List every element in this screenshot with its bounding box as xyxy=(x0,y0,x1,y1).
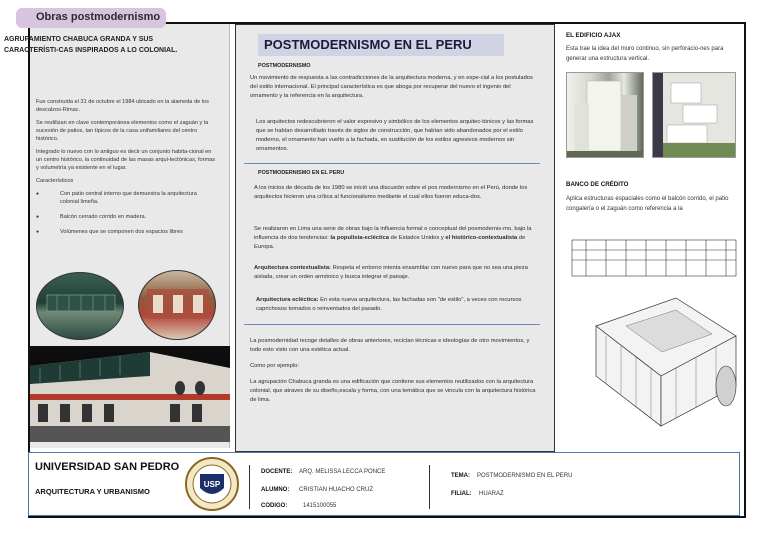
section-heading-peru: POSTMODERNISMO EN EL PERU xyxy=(258,170,345,176)
ajax-building-photo-1 xyxy=(566,72,644,158)
banco-de-credito-drawing xyxy=(566,226,742,452)
alumno-value: CRISTIAN HUACHO CRUZ xyxy=(299,487,374,493)
career-name: ARQUITECTURA Y URBANISMO xyxy=(35,487,150,496)
filial-label: FILIAL: xyxy=(451,491,472,497)
eclectic-paragraph xyxy=(256,296,540,314)
left-subtitle: AGRUPAMIENTO CHABUCA GRANDA Y SUS CARACTERÍSTI-CAS INSPIRADOS A LO COLONIAL. xyxy=(4,36,178,54)
architects-paragraph: Los arquitectos redescubrieron el valor expresivo y simbólico de los elementos arquitec-tónicos y las formas que se habían desarrollado través de siglos de construcción, que habían sido abandonados por el estilo moderno, el ornamento han vuelto a la fachada, en sustitución de los estilos agresivos modernos sin ornamentos. xyxy=(256,119,534,152)
text-span: de Estados Unidos y xyxy=(389,235,446,241)
list-item: ● Volúmenes que se componen dos espacios libres xyxy=(36,228,216,236)
codigo-label: CODIGO: xyxy=(261,503,288,509)
banco-heading: BANCO DE CRÉDITO xyxy=(566,181,629,188)
left-paragraph-2: Se reutilizan en clave contemporánea elementos como el zaguán y la sucesión de patios, tan típicos de la casa unifamiliares del centro histórico. xyxy=(36,120,209,142)
university-name: UNIVERSIDAD SAN PEDRO xyxy=(35,461,180,473)
left-title: Obras postmodernismo xyxy=(16,8,166,28)
peru-paragraph-2 xyxy=(254,225,540,252)
left-paragraph-3: Integrado lo nuevo con lo antiguo es decir un conjunto habita-cional en un centro histórico, la continuidad de las masas arqui-tectónicas, formas y volumetría ya existente en el lugar. xyxy=(36,149,216,171)
docente-label: DOCENTE: xyxy=(261,469,293,475)
emphasis: Arquitectura ecléctica: xyxy=(256,297,319,303)
university-seal-icon xyxy=(184,456,240,512)
intro-paragraph: Un movimiento de respuesta a las contradicciones de la arquitectura moderna, y en espe-cial a los postulados del estilo internacional. El principal característica es que aboga por recuperar del nuevo el ingenio del ornamento y la referencia en la arquitectura. xyxy=(250,75,533,99)
text-span: Se realizaron en Lima una serie de obras bajo la influencia formal o conceptual del posmodernis-mo, bajo la influencia de dos tendencias: xyxy=(254,226,532,241)
characteristics-heading: Característicos xyxy=(36,178,74,184)
text-span: Respeta el entorno intenta ensamblar con nuevo para que no sea una pieza aislada, crear un orden armónico y busca integrar el paisaje. xyxy=(254,265,528,280)
postmodernity-paragraph: La posmodernidad recoge detalles de obras anteriores, reciclan técnicas e ideologías de otro movimientos, y todo esto visto con una estética actual. xyxy=(250,338,530,353)
banco-text: Aplica estructuras espaciales como el balcón corrido, el patio congalería o el zaguán como referencia a la xyxy=(566,196,729,212)
emphasis: el histórico-contextualista xyxy=(445,235,518,241)
peru-paragraph-1: A los inicios de década de los 1980 se inició una discusión sobre el pos modernismo en el Perú, donde los arquitectos hicieron una crítica al funcionalismo mediante el cual ellos fueron educa-dos. xyxy=(254,185,528,200)
alumno-label: ALUMNO: xyxy=(261,487,290,493)
section-heading-postmodernismo: POSTMODERNISMO xyxy=(258,63,311,69)
emphasis: Arquitectura contextualista: xyxy=(254,265,331,271)
left-body xyxy=(36,98,216,243)
divider xyxy=(244,324,540,325)
tema-label: TEMA: xyxy=(451,473,470,479)
emphasis: la populista-ecléctica xyxy=(330,235,390,241)
ajax-text: Esta trae la idea del muro continuo, sin perforacio-nes para generar una estructura vertical. xyxy=(566,46,724,62)
characteristics-list xyxy=(36,190,216,236)
list-item: ● Balcón cerrado corrido en madera. xyxy=(36,213,216,221)
courtyard-photo xyxy=(138,270,216,340)
contextualist-paragraph xyxy=(254,264,540,282)
divider xyxy=(244,163,540,164)
footer xyxy=(28,452,740,516)
ajax-heading: EL EDIFICIO AJAX xyxy=(566,32,621,39)
codigo-value: 1415100055 xyxy=(303,503,337,509)
filial-value: HUARAZ xyxy=(479,491,504,497)
text-span: de Europa. xyxy=(254,235,526,250)
example-paragraph: La agrupación Chabuca granda es una edificación que contiene sus elementos reutilizados con la arquitectura colonial, que atraves de su diseño,escala y forma, con una temática que se vincula con la arquitectura histórica de lima. xyxy=(250,379,536,403)
tema-value: POSTMODERNISMO EN EL PERU xyxy=(477,473,573,479)
text-span: En esta nueva arquitectura, las fachadas son "de estilo", a veces con recursos caprichosos tomados o reinventados del pasado. xyxy=(256,297,522,312)
chabuca-granda-building-photo xyxy=(30,346,230,442)
ajax-building-photo-2 xyxy=(652,72,736,158)
svg-text:USP: USP xyxy=(203,480,221,489)
example-label: Como por ejemplo: xyxy=(250,363,299,369)
divider xyxy=(429,465,430,509)
balcony-photo xyxy=(36,272,124,340)
left-paragraph-1: Fue construida el 31 de octubre el 1984 ubicado en la alameda de los descalzos-Rimac. xyxy=(36,99,209,113)
page-title: POSTMODERNISMO EN EL PERU xyxy=(258,34,504,56)
docente-value: ARQ. MELISSA LECCA PONCE xyxy=(299,469,386,475)
list-item: ● Con patio central interno que demuestra la arquitectura colonial limeña. xyxy=(36,190,216,206)
divider xyxy=(249,465,250,509)
